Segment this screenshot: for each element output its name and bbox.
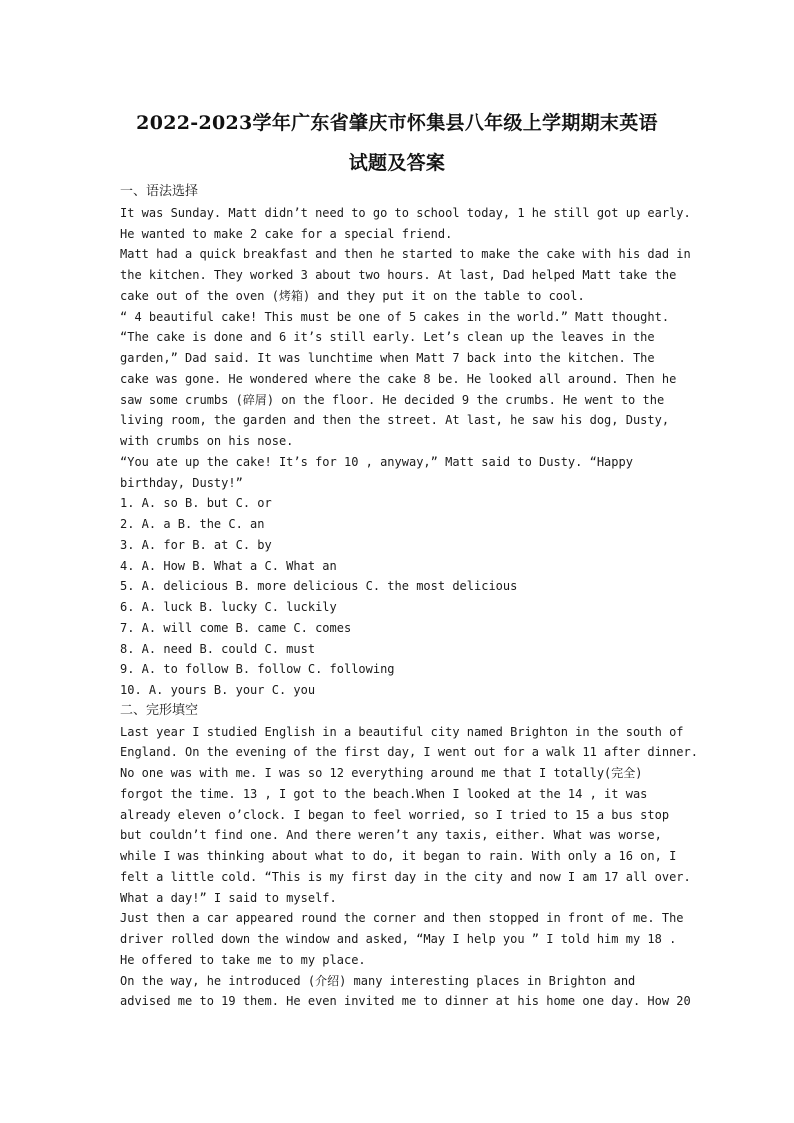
passage-line: garden,” Dad said. It was lunchtime when Matt 7 back into the kitchen. The — [120, 351, 655, 365]
passage-line: Just then a car appeared round the corner and then stopped in front of me. The — [120, 911, 684, 926]
passage-line: birthday, Dusty!” — [120, 475, 243, 490]
passage-line: living room, the garden and then the street. At last, he saw his dog, Dusty, — [120, 413, 670, 428]
passage-line: advised me to 19 them. He even invited me to dinner at his home one day. How 20 — [120, 994, 691, 1009]
option-line: 6. A. luck B. lucky C. luckily — [120, 600, 337, 614]
passage-line: “The cake is done and 6 it’s still early. Let’s clean up the leaves in the — [120, 330, 655, 345]
passage-line: Last year I studied English in a beautiful city named Brighton in the south of — [120, 724, 684, 739]
passage-line: “ 4 beautiful cake! This must be one of 5 cakes in the world.” Matt thought. — [120, 309, 670, 324]
option-line: 2. A. a B. the C. an — [120, 517, 265, 531]
passage-line: No one was with me. I was so 12 everything around me that I totally(完全) — [120, 766, 643, 780]
option-line: 5. A. delicious B. more delicious C. the most delicious — [120, 579, 518, 594]
passage-line: He offered to take me to my place. — [120, 952, 366, 967]
passage-line: with crumbs on his nose. — [120, 434, 294, 448]
option-line: 4. A. How B. What a C. What an — [120, 558, 337, 573]
passage-line: cake out of the oven (烤箱) and they put it on the table to cool. — [120, 288, 585, 303]
passage-line: saw some crumbs (碎屑) on the floor. He decided 9 the crumbs. He went to the — [120, 392, 665, 407]
passage-line: already eleven o’clock. I began to feel worried, so I tried to 15 a bus stop — [120, 807, 670, 822]
option-line: 1. A. so B. but C. or — [120, 496, 272, 511]
option-line: 8. A. need B. could C. must — [120, 641, 316, 656]
option-line: 3. A. for B. at C. by — [120, 537, 272, 552]
section-2-heading: 二、完形填空 — [120, 702, 199, 718]
passage-line: while I was thinking about what to do, it began to rain. With only a 16 on, I — [120, 849, 677, 863]
passage-line: the kitchen. They worked 3 about two hours. At last, Dad helped Matt take the — [120, 268, 677, 282]
option-line: 7. A. will come B. came C. comes — [120, 620, 352, 635]
document-title-line-1: 2022-2023学年广东省肇庆市怀集县八年级上学期期末英语 — [136, 112, 658, 134]
passage-line: but couldn’t find one. And there weren’t any taxis, either. What was worse, — [120, 828, 662, 843]
passage-line: Matt had a quick breakfast and then he started to make the cake with his dad in — [120, 247, 691, 262]
passage-line: England. On the evening of the first day, I went out for a walk 11 after dinner. — [120, 745, 698, 760]
passage-line: driver rolled down the window and asked, “May I help you ” I told him my 18 . — [120, 932, 677, 946]
document-body — [120, 182, 700, 1012]
passage-line: felt a little cold. “This is my first day in the city and now I am 17 all over. — [120, 869, 691, 884]
passage-line: cake was gone. He wondered where the cake 8 be. He looked all around. Then he — [120, 371, 677, 386]
document-title-line-2: 试题及答案 — [348, 152, 446, 174]
passage-line: “You ate up the cake! It’s for 10 , anyway,” Matt said to Dusty. “Happy — [120, 454, 633, 469]
passage-line: What a day!” I said to myself. — [120, 890, 337, 905]
passage-line: forgot the time. 13 , I got to the beach.When I looked at the 14 , it was — [120, 786, 648, 801]
passage-line: It was Sunday. Matt didn’t need to go to school today, 1 he still got up early. — [120, 205, 691, 220]
option-line: 10. A. yours B. your C. you — [120, 683, 316, 697]
passage-line: He wanted to make 2 cake for a special friend. — [120, 226, 453, 241]
option-line: 9. A. to follow B. follow C. following — [120, 662, 395, 677]
passage-line: On the way, he introduced (介绍) many interesting places in Brighton and — [120, 973, 636, 988]
section-1-heading: 一、语法选择 — [120, 184, 199, 199]
